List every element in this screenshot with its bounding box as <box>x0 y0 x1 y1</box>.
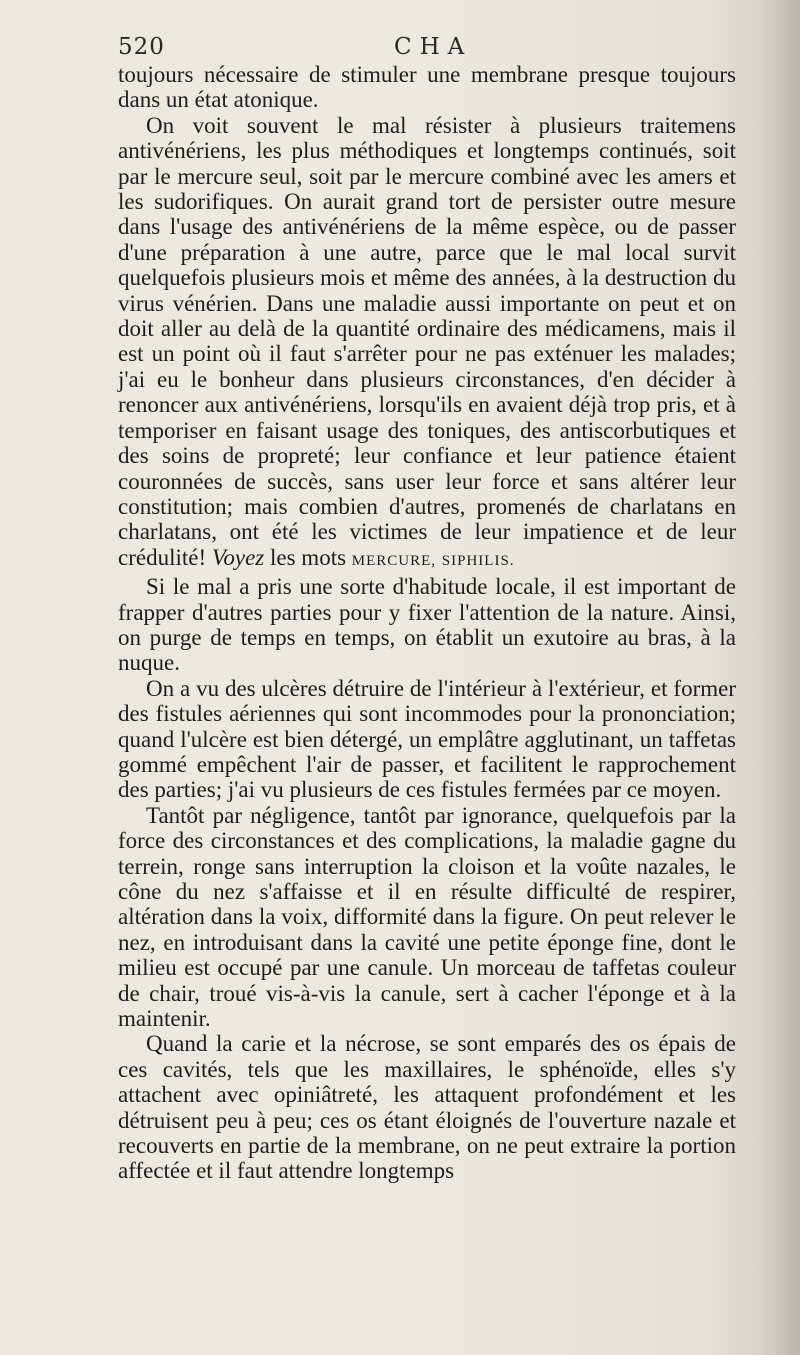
page-number: 520 <box>118 34 165 60</box>
paragraph-5: Tantôt par négligence, tantôt par ignorance, quelquefois par la force des circonstances et des complications, la maladie gagne du terrein, ronge sans interruption la cloison et la voûte nazales, le cône du nez s'affaisse et il en résulte difficulté de respirer, altération dans la voix, difformité dans la figure. On peut relever le nez, en introduisant dans la cavité une petite éponge fine, dont le milieu est occupé par une canule. Un morceau de taffetas couleur de chair, troué vis-à-vis la canule, sert à cacher l'éponge et à la maintenir. <box>118 802 736 1032</box>
paragraph-4: On a vu des ulcères détruire de l'intérieur à l'extérieur, et former des fistules aériennes qui sont incommodes pour la prononciation; quand l'ulcère est bien détergé, un emplâtre agglutinant, un taffetas gommé empêchent l'air de passer, et facilitent le rapprochement des parties; j'ai vu plusieurs de ces fistules fermées par ce moyen. <box>118 675 736 803</box>
running-head: CHA <box>394 34 473 60</box>
paragraph-2 <box>118 113 736 574</box>
page-header <box>118 34 736 64</box>
paragraph-3: Si le mal a pris une sorte d'habitude locale, il est important de frapper d'autres parties pour y fixer l'attention de la nature. Ainsi, on purge de temps en temps, on établit un exutoire au bras, à la nuque. <box>118 574 736 676</box>
body-text <box>118 62 736 1184</box>
paragraph-6: Quand la carie et la nécrose, se sont emparés des os épais de ces cavités, tels que les maxillaires, le sphénoïde, elles s'y attachent avec opiniâtreté, les attaquent profondément et les détruisent peu à peu; ces os étant éloignés de l'ouverture nazale et recouverts en partie de la membrane, on ne peut extraire la portion affectée et il faut attendre longtemps <box>118 1031 736 1184</box>
reference-words: les mots <box>270 544 347 570</box>
paragraph-1: toujours nécessaire de stimuler une membrane presque toujours dans un état atonique. <box>118 62 736 113</box>
paragraph-2-text: On voit souvent le mal résister à plusieurs traitemens antivénériens, les plus méthodiques et longtemps continués, soit par le mercure seul, soit par le mercure combiné avec les amers et les sudorifiques. On aurait grand tort de persister outre mesure dans l'usage des antivénériens de la même espèce, ou de passer d'une préparation à une autre, parce que le mal local survit quelquefois plusieurs mois et même des années, à la destruction du virus vénérien. Dans une maladie aussi importante on peut et on doit aller au delà de la quantité ordinaire des médicamens, mais il est un point où il faut s'arrêter pour ne pas exténuer les malades; j'ai eu le bonheur dans plusieurs circonstances, d'en décider à renoncer aux antivénériens, lorsqu'ils en avaient déjà trop pris, et à temporiser en faisant usage des toniques, des antiscorbutiques et des soins de propreté; leur confiance et leur patience étaient couronnées de succès, sans user leur force et sans altérer leur constitution; mais combien d'autres, promenés de charlatans en charlatans, ont été les victimes de leur impatience et de leur crédulité! <box>118 112 736 570</box>
reference-term-siphilis: SIPHILIS. <box>441 552 515 569</box>
see-reference: Voyez <box>211 544 265 570</box>
page-edge-shadow <box>760 0 800 1355</box>
reference-term-mercure: MERCURE, <box>351 552 437 569</box>
